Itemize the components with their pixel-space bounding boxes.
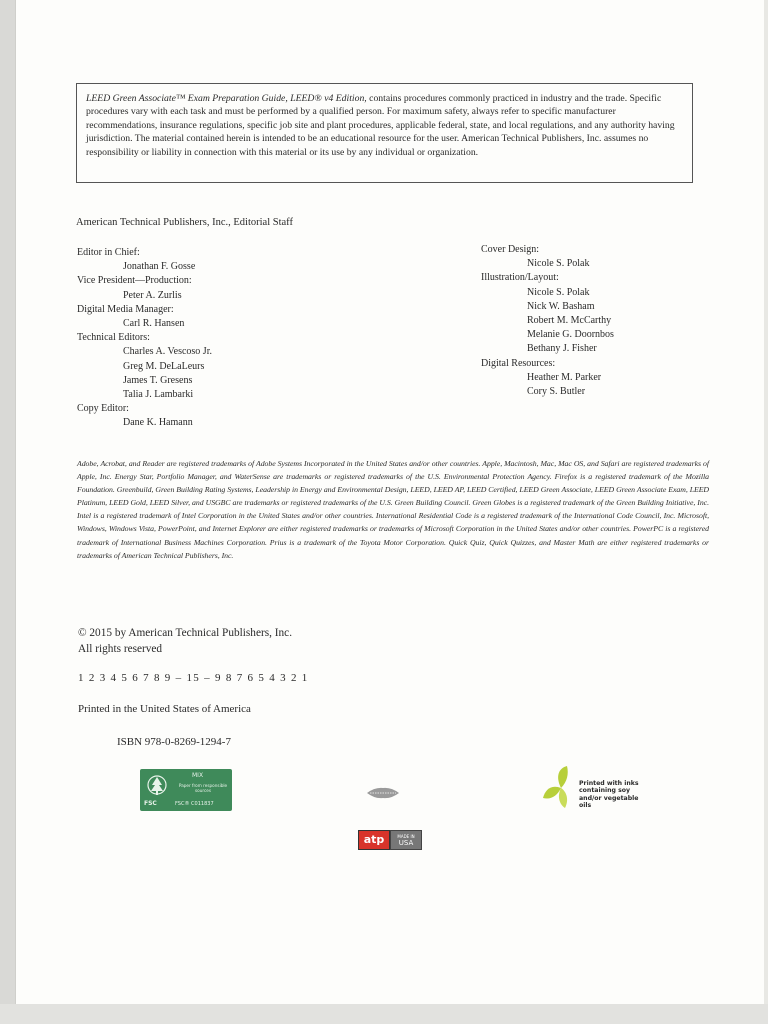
credit-person: Greg M. DeLaLeurs [123, 360, 205, 372]
soy-ink-text: Printed with inks containing soy and/or vegetable oils [579, 780, 639, 810]
credit-role: Illustration/Layout: [481, 272, 559, 284]
credit-person: Nicole S. Polak [527, 258, 590, 270]
usa-label: USA [398, 839, 414, 847]
fsc-logo [140, 769, 232, 811]
printed-in: Printed in the United States of America [78, 703, 251, 715]
credit-role: Digital Resources: [481, 357, 556, 369]
editorial-staff-heading: American Technical Publishers, Inc., Editorial Staff [76, 217, 293, 228]
credit-role: Cover Design: [481, 244, 540, 255]
credit-person: Heather M. Parker [527, 371, 602, 383]
disclaimer-title: LEED Green Associate™ Exam Preparation Guide, LEED® v4 Edition, [86, 93, 367, 104]
credit-person: James T. Gresens [123, 374, 193, 386]
credit-person: Peter A. Zurlis [123, 289, 182, 301]
credit-person: Nicole S. Polak [527, 286, 590, 298]
credits-left-column [77, 246, 212, 431]
fsc-code: FSC® C011837 [175, 801, 214, 807]
fsc-label: FSC [144, 800, 157, 807]
copyright-line: © 2015 by American Technical Publishers, Inc. [78, 627, 293, 639]
ornament-icon [366, 787, 400, 799]
credit-person: Melanie G. Doornbos [527, 329, 614, 341]
leaf-icon [543, 766, 579, 810]
print-line: 1 2 3 4 5 6 7 8 9 – 15 – 9 8 7 6 5 4 3 2 1 [78, 672, 309, 684]
credit-person: Nick W. Basham [527, 300, 595, 312]
credits-right-column [481, 243, 614, 399]
trademarks-notice: Adobe, Acrobat, and Reader are registered trademarks of Adobe Systems Incorporated in the United States and/or other countries. Apple, Macintosh, Mac, Mac OS, and Safari are registered trademarks of Apple, Inc. Energy Star, Portfolio Manager, and WaterSense are trademarks or registered trademarks of the U.S. Environmental Protection Agency. Firefox is a registered trademark of the Mozilla Foundation. Greenbuild, Green Building Rating Systems, Leadership in Energy and Environmental Design, LEED, LEED AP, LEED Certified, LEED Green Associate, LEED Green Associate Exam, LEED Platinum, LEED Gold, LEED Silver, and USGBC are trademarks or registered trademarks of the U.S. Green Building Council. Green Globes is a registered trademark of the Green Building Initiative, Inc. Intel is a registered trademark of Intel Corporation in the United States and/or other countries. International Residential Code is a registered trademark of the International Code Council, Inc. Microsoft, Windows, Windows Vista, PowerPoint, and Internet Explorer are either registered trademarks or trademarks of Microsoft Corporation in the United States and/or other countries. PowerPC is a registered trademark of International Business Machines Corporation. Prius is a trademark of the Toyota Motor Corporation. Quick Quiz, Quick Quizzes, and Master Math are either registered trademarks or trademarks of American Technical Publishers, Inc. [77, 459, 709, 560]
credit-person: Charles A. Vescoso Jr. [123, 346, 212, 358]
credit-person: Robert M. McCarthy [527, 315, 612, 327]
credit-person: Jonathan F. Gosse [123, 261, 196, 273]
isbn: ISBN 978-0-8269-1294-7 [117, 736, 231, 748]
fsc-sources: Paper from responsible sources [178, 783, 228, 793]
credit-person: Talia J. Lambarki [123, 389, 194, 401]
rights-reserved-line: All rights reserved [78, 643, 163, 655]
credit-person: Carl R. Hansen [123, 318, 185, 330]
credit-role: Editor in Chief: [77, 247, 140, 258]
atp-name: atp [358, 830, 390, 850]
credit-role: Digital Media Manager: [77, 303, 174, 315]
disclaimer-box [76, 83, 693, 183]
fsc-mix: MIX [192, 772, 204, 779]
made-in-label: MADE IN [397, 834, 415, 839]
credit-person: Cory S. Butler [527, 386, 586, 398]
credit-person: Bethany J. Fisher [527, 343, 597, 355]
credit-person: Dane K. Hamann [123, 417, 193, 429]
credit-role: Technical Editors: [77, 332, 150, 344]
credit-role: Copy Editor: [77, 403, 129, 415]
page-edge [764, 0, 768, 1024]
made-in-usa-badge [390, 830, 422, 850]
disclaimer-body: contains procedures commonly practiced in industry and the trade. Specific procedures vary with each task and must be performed by a qualified person. For maximum safety, always refer to specific manufacturer recommendations, insurance regulations, specific job site and plant procedures, applicable federal, state, and local regulations, and any authority having jurisdiction. The material contained herein is intended to be an educational resource for the user. American Technical Publishers, Inc. assumes no responsibility or liability in connection with this material or its use by any individual or organization. [86, 93, 675, 158]
atp-made-in-usa-logo [358, 830, 422, 850]
credit-role: Vice President—Production: [77, 275, 192, 287]
soy-ink-logo [543, 766, 643, 810]
scan-bottom-edge [0, 1004, 768, 1024]
copyright-block [78, 625, 292, 657]
